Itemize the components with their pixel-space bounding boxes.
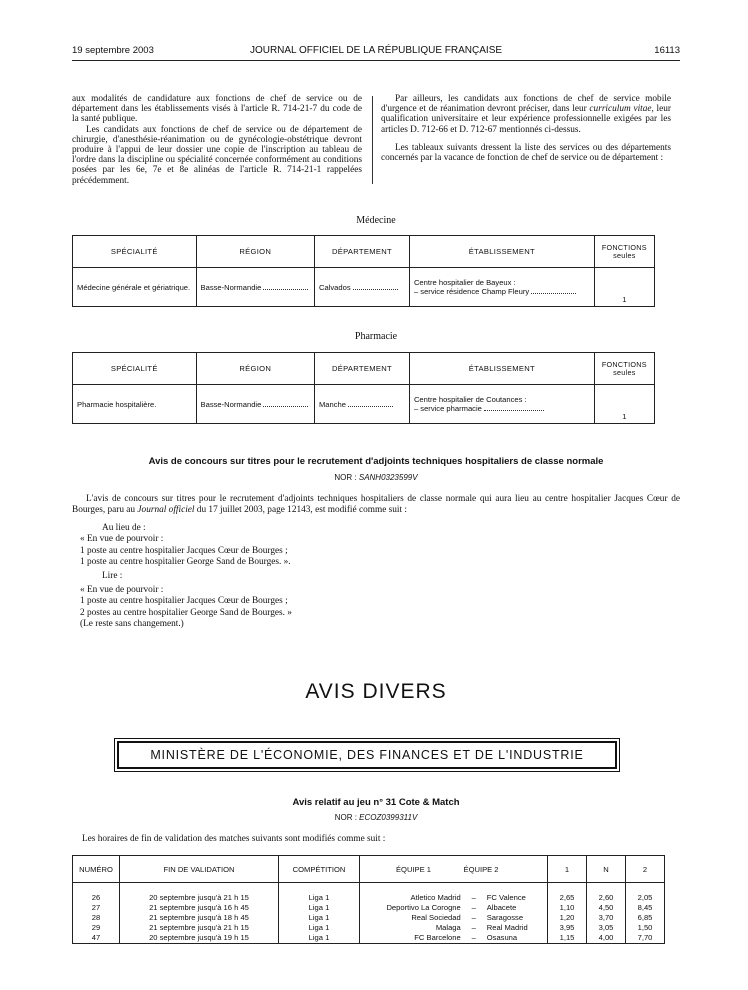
cell-cote-n: 3,05 xyxy=(587,923,626,933)
col-n: N xyxy=(587,856,626,883)
cell-separator: – xyxy=(471,923,476,932)
journal-title: JOURNAL OFFICIEL DE LA RÉPUBLIQUE FRANÇAISE xyxy=(249,45,503,56)
col-departement: DÉPARTEMENT xyxy=(314,236,409,268)
cell-cote-1: 3,95 xyxy=(548,923,587,933)
intro-right-column xyxy=(381,94,671,163)
concours-title: Avis de concours sur titres pour le recrutement d'adjoints techniques hospitaliers de classe normale xyxy=(148,456,604,467)
col-equipes: ÉQUIPE 1 ÉQUIPE 2 xyxy=(360,856,548,883)
page-number: 16113 xyxy=(654,45,680,56)
cell-separator: – xyxy=(471,913,476,922)
cell-equipe-1: Deportivo La Corogne xyxy=(360,903,465,913)
col-region: RÉGION xyxy=(196,353,314,385)
table-row xyxy=(73,903,665,913)
cell-equipe-1: Atletico Madrid xyxy=(360,883,465,904)
column-divider xyxy=(372,96,373,184)
jeu-intro: Les horaires de fin de validation des matches suivants sont modifiés comme suit : xyxy=(82,834,386,844)
ministere-box: MINISTÈRE DE L'ÉCONOMIE, DES FINANCES ET DE L'INDUSTRIE xyxy=(117,741,617,769)
concours-paragraph: L'avis de concours sur titres pour le recrutement d'adjoints techniques hospitaliers de classe normale qui aura lieu au centre hospitalier Jacques Cœur de Bourges, paru au Journal officiel du 17 juillet 2003, page 12143, est modifié comme suit : xyxy=(72,494,680,516)
table-row xyxy=(73,385,655,424)
cell-numero: 47 xyxy=(73,933,120,944)
cell-cote-1: 1,20 xyxy=(548,913,587,923)
cell-numero: 27 xyxy=(73,903,120,913)
cell-cote-n: 2,60 xyxy=(587,883,626,904)
avis-divers-heading: AVIS DIVERS xyxy=(305,680,447,703)
cell-fin-validation: 21 septembre jusqu'à 18 h 45 xyxy=(120,913,279,923)
pharmacie-title: Pharmacie xyxy=(354,331,398,342)
cell-departement: Manche xyxy=(314,385,409,424)
cell-competition: Liga 1 xyxy=(279,903,360,913)
medecine-table xyxy=(72,235,655,307)
col-2: 2 xyxy=(626,856,665,883)
au-lieu-label: Au lieu de : xyxy=(102,523,146,533)
intro-left-paragraph-2: Les candidats aux fonctions de chef de service ou de département de chirurgie, d'anesthésie-réanimation ou de gynécologie-obstétrique devront produire à l'appui de leur dossier une copie de l'inscription au tableau de l'ordre dans la discipline ou spécialité concernée conformément au conditions posées par les 6e, 7e et 8e alinéas de l'article R. 714-21-1 rappelées précédemment. xyxy=(72,124,362,186)
table-row xyxy=(73,883,665,904)
cell-numero: 28 xyxy=(73,913,120,923)
col-1: 1 xyxy=(548,856,587,883)
cell-cote-2: 6,85 xyxy=(626,913,665,923)
matches-table xyxy=(72,855,665,944)
cell-separator: – xyxy=(471,903,476,912)
col-fonctions: FONCTIONS seules xyxy=(594,236,654,268)
col-specialite: SPÉCIALITÉ xyxy=(73,236,197,268)
cell-region: Basse-Normandie xyxy=(196,268,314,307)
jeu-title: Avis relatif au jeu n° 31 Cote & Match xyxy=(292,797,460,808)
cell-numero: 26 xyxy=(73,883,120,904)
cell-cote-1: 1,15 xyxy=(548,933,587,944)
cell-cote-n: 4,00 xyxy=(587,933,626,944)
cell-cote-1: 2,65 xyxy=(548,883,587,904)
lire-label: Lire : xyxy=(102,570,123,581)
col-fin-validation: FIN DE VALIDATION xyxy=(120,856,279,883)
medecine-title: Médecine xyxy=(356,215,396,226)
cell-fin-validation: 20 septembre jusqu'à 21 h 15 xyxy=(120,883,279,904)
table-row xyxy=(73,913,665,923)
col-numero: NUMÉRO xyxy=(73,856,120,883)
cell-cote-n: 3,70 xyxy=(587,913,626,923)
col-region: RÉGION xyxy=(196,236,314,268)
cell-region: Basse-Normandie xyxy=(196,385,314,424)
cell-fin-validation: 21 septembre jusqu'à 21 h 15 xyxy=(120,923,279,933)
cell-fin-validation: 20 septembre jusqu'à 19 h 15 xyxy=(120,933,279,944)
cell-cote-n: 4,50 xyxy=(587,903,626,913)
cell-equipe-2: FC Valence xyxy=(483,883,548,904)
intro-left-column xyxy=(72,94,362,186)
pharmacie-table xyxy=(72,352,655,424)
cell-etablissement: Centre hospitalier de Bayeux : – service résidence Champ Fleury xyxy=(409,268,594,307)
cell-separator: – xyxy=(465,933,483,944)
col-departement: DÉPARTEMENT xyxy=(314,353,409,385)
cell-cote-2: 7,70 xyxy=(626,933,665,944)
cell-specialite: Pharmacie hospitalière. xyxy=(73,385,197,424)
jeu-nor: NOR : ECOZ0399311V xyxy=(334,813,418,822)
cell-cote-1: 1,10 xyxy=(548,903,587,913)
cell-equipe-2: Osasuna xyxy=(483,933,548,944)
col-etablissement: ÉTABLISSEMENT xyxy=(409,236,594,268)
cell-competition: Liga 1 xyxy=(279,933,360,944)
cell-competition: Liga 1 xyxy=(279,883,360,904)
table-row xyxy=(73,923,665,933)
cell-equipe-2: Albacete xyxy=(483,903,548,913)
cell-separator: – xyxy=(471,893,476,902)
cell-cote-2: 8,45 xyxy=(626,903,665,913)
col-competition: COMPÉTITION xyxy=(279,856,360,883)
header-date: 19 septembre 2003 xyxy=(72,45,154,56)
table-row xyxy=(73,268,655,307)
cell-equipe-2: Real Madrid xyxy=(483,923,548,933)
header-rule xyxy=(72,60,680,61)
cell-competition: Liga 1 xyxy=(279,923,360,933)
intro-right-paragraph-2: Les tableaux suivants dressent la liste des services ou des départements concernés par la vacance de fonction de chef de service ou de département : xyxy=(381,142,671,164)
cell-numero: 29 xyxy=(73,923,120,933)
cell-fonctions: 1 xyxy=(594,385,654,424)
cell-equipe-1: FC Barcelone xyxy=(360,933,465,944)
cell-equipe-2: Saragosse xyxy=(483,913,548,923)
cell-etablissement: Centre hospitalier de Coutances : – service pharmacie xyxy=(409,385,594,424)
cell-fin-validation: 21 septembre jusqu'à 16 h 45 xyxy=(120,903,279,913)
cell-specialite: Médecine générale et gériatrique. xyxy=(73,268,197,307)
col-etablissement: ÉTABLISSEMENT xyxy=(409,353,594,385)
col-specialite: SPÉCIALITÉ xyxy=(73,353,197,385)
cell-fonctions: 1 xyxy=(594,268,654,307)
concours-nor: NOR : SANH0323599V xyxy=(334,473,418,482)
intro-left-paragraph-1: aux modalités de candidature aux fonctions de chef de service ou de département dans les établissements visés à l'article R. 714-21-7 du code de la santé publique. xyxy=(72,94,362,125)
cell-cote-2: 1,50 xyxy=(626,923,665,933)
cell-equipe-1: Malaga xyxy=(360,923,465,933)
cell-equipe-1: Real Sociedad xyxy=(360,913,465,923)
cell-competition: Liga 1 xyxy=(279,913,360,923)
concours-modifications: Au lieu de : « En vue de pourvoir : 1 poste au centre hospitalier Jacques Cœur de Bourges ; 1 poste au centre hospitalier George Sand de Bourges. ». Lire : « En vue de pourvoir : 1 poste au centre hospitalier Jacques Cœur de Bourges ; 2 postes au centre hospitalier George Sand de Bourges. » (Le reste sans changement.) xyxy=(72,523,680,631)
intro-right-paragraph-1: Par ailleurs, les candidats aux fonctions de chef de service mobile d'urgence et de réanimation devront préciser, dans leur curriculum vitae, leur qualification universitaire et leur expérience professionnelle exigées par les articles D. 712-66 et D. 712-67 mentionnés ci-dessus. xyxy=(381,94,672,135)
cell-cote-2: 2,05 xyxy=(626,883,665,904)
cell-departement: Calvados xyxy=(314,268,409,307)
col-fonctions: FONCTIONS seules xyxy=(594,353,654,385)
table-row xyxy=(73,933,665,944)
